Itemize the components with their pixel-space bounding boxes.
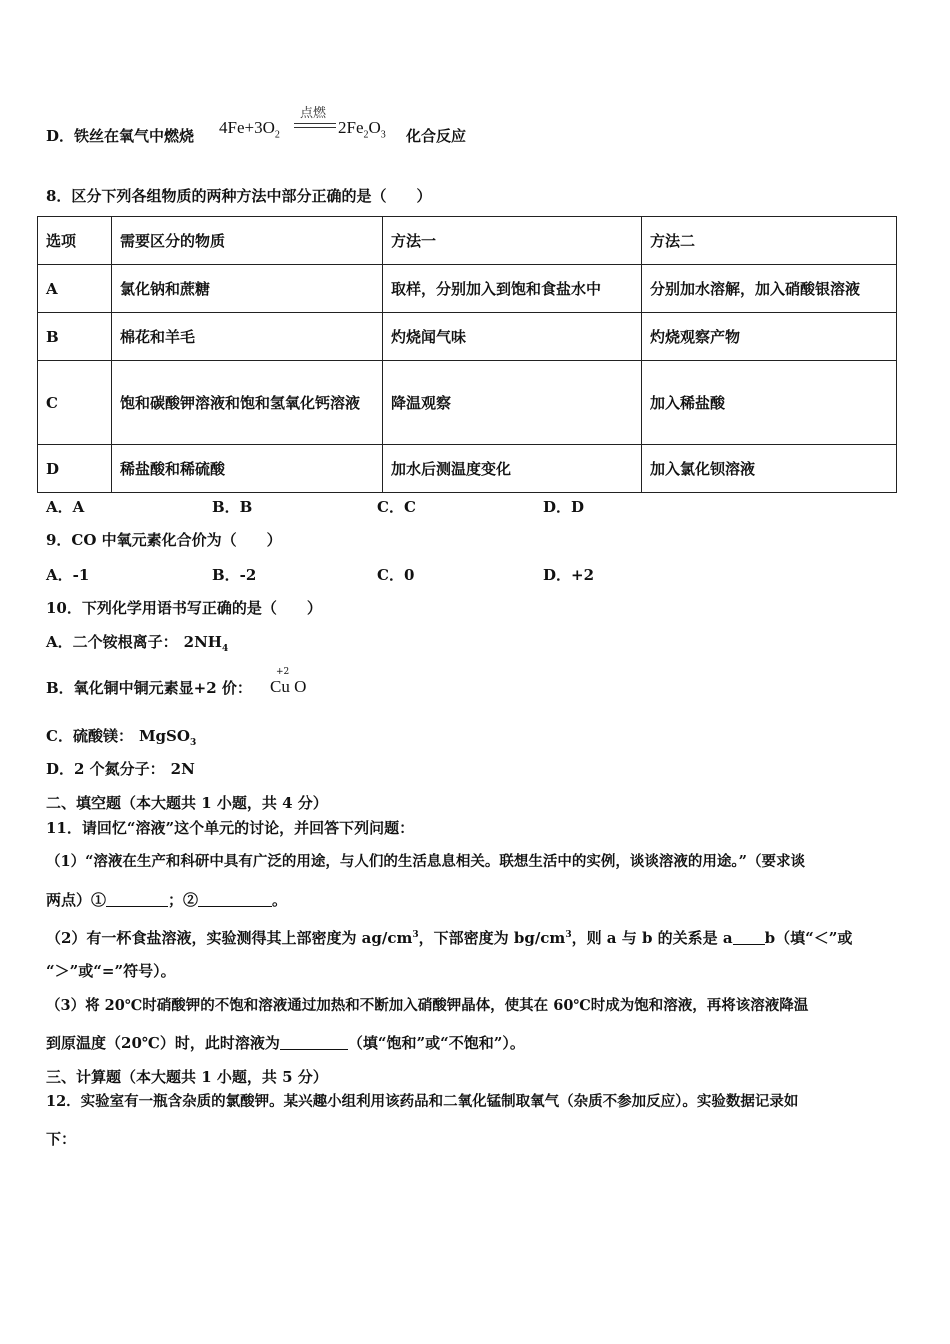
- q7d-prefix: D．铁丝在氧气中燃烧: [46, 127, 195, 145]
- answer-blank-2[interactable]: [198, 890, 272, 907]
- q11-p1-text-b: ；②: [168, 891, 199, 909]
- q11-stem: 11．请回忆“溶液”这个单元的讨论，并回答下列问题：: [46, 819, 415, 837]
- q12-line2: 下：: [46, 1130, 77, 1148]
- q11-p2-sup1: 3: [412, 930, 419, 940]
- q11-p2-text-c: ，则 a 与 b 的关系是 a: [571, 929, 733, 947]
- table-row: [38, 361, 897, 445]
- q11-p1-text-c: 。: [272, 891, 288, 909]
- table-cell: 棉花和羊毛: [112, 313, 383, 361]
- reaction-condition: 点燃: [300, 106, 327, 121]
- table-cell: B: [38, 313, 112, 361]
- q8-stem: 8．区分下列各组物质的两种方法中部分正确的是（ ）: [46, 187, 432, 205]
- q10a-text: A．二个铵根离子：: [46, 633, 178, 651]
- table-cell: 氯化钠和蔗糖: [112, 265, 383, 313]
- header-cell: 方法一: [383, 217, 642, 265]
- lhs-sub: 2: [274, 129, 280, 141]
- q10c-sub: 3: [189, 738, 197, 748]
- table-cell: 加水后测温度变化: [383, 445, 642, 493]
- q11-p2-text-b: ，下部密度为 bg/cm: [418, 929, 566, 947]
- q11-p2-line1: [46, 925, 852, 948]
- q11-p3-line2: [46, 1033, 525, 1053]
- table-cell: D: [38, 445, 112, 493]
- q8-option-b[interactable]: B．B: [212, 498, 253, 516]
- table-cell: A: [38, 265, 112, 313]
- table-cell: C: [38, 361, 112, 445]
- q9-option-a[interactable]: A．-1: [46, 566, 90, 584]
- answer-blank-3[interactable]: [733, 928, 765, 945]
- lhs-text: 4Fe+3O: [219, 118, 275, 137]
- table-cell: 灼烧观察产物: [642, 313, 897, 361]
- header-cell: 选项: [38, 217, 112, 265]
- q11-p3-text-b: （填“饱和”或“不饱和”）。: [347, 1034, 525, 1052]
- q11-p3-line1: （3）将 20℃时硝酸钾的不饱和溶液通过加热和不断加入硝酸钾晶体，使其在 60℃时成为饱和溶液，再将该溶液降温: [46, 997, 809, 1014]
- q11-p2-text-d: b（填“＜”或: [764, 929, 853, 947]
- table-cell: 灼烧闻气味: [383, 313, 642, 361]
- q11-p2-sup2: 3: [565, 930, 572, 940]
- table-cell: 饱和碳酸钾溶液和饱和氢氧化钙溶液: [112, 361, 383, 445]
- rhs-sub2: 3: [380, 129, 386, 141]
- table-header-row: [38, 217, 897, 265]
- q11-p1-line2: [46, 890, 287, 910]
- equation-bar: [294, 123, 336, 128]
- table-row: [38, 313, 897, 361]
- q8-option-a[interactable]: A．A: [46, 498, 85, 516]
- q11-p1-line1: （1）“溶液在生产和科研中具有广泛的用途，与人们的生活息息相关。联想生活中的实例，谈谈溶液的用途。”（要求谈: [46, 853, 806, 870]
- q10-option-d[interactable]: [46, 759, 195, 779]
- table-cell: 稀盐酸和稀硫酸: [112, 445, 383, 493]
- rhs-sub1: 2: [363, 129, 369, 141]
- q8-option-c[interactable]: C．C: [377, 498, 416, 516]
- q10a-formula: 2NH: [183, 633, 222, 651]
- q11-p2-line2: “＞”或“=”符号）。: [46, 962, 176, 980]
- q7-option-d: [46, 126, 194, 146]
- table-cell: 降温观察: [383, 361, 642, 445]
- header-cell: 方法二: [642, 217, 897, 265]
- answer-blank-4[interactable]: [280, 1033, 348, 1050]
- section-3-title: 三、计算题（本大题共 1 小题，共 5 分）: [46, 1068, 328, 1086]
- q7d-lhs: [219, 118, 280, 145]
- header-cell: 需要区分的物质: [112, 217, 383, 265]
- answer-blank-1[interactable]: [106, 890, 168, 907]
- q11-p1-text-a: 两点）①: [46, 891, 107, 909]
- section-2-title: 二、填空题（本大题共 1 小题，共 4 分）: [46, 794, 328, 812]
- q12-line1: 12．实验室有一瓶含杂质的氯酸钾。某兴趣小组利用该药品和二氧化锰制取氧气（杂质不参加反应）。实验数据记录如: [46, 1093, 799, 1110]
- q10d-text: D．2 个氮分子：: [46, 760, 165, 778]
- q7d-rhs: [338, 118, 386, 145]
- table-cell: 分别加水溶解，加入硝酸银溶液: [642, 265, 897, 313]
- q9-option-b[interactable]: B．-2: [212, 566, 257, 584]
- q8-option-d[interactable]: D．D: [543, 498, 585, 516]
- q10-option-b[interactable]: [46, 678, 252, 698]
- table-row: [38, 265, 897, 313]
- q9-option-d[interactable]: D．+2: [543, 566, 595, 584]
- table-cell: 加入氯化钡溶液: [642, 445, 897, 493]
- rhs-text-a: 2Fe: [338, 118, 364, 137]
- q10a-sub: 4: [221, 644, 229, 654]
- rhs-text-b: O: [368, 118, 381, 137]
- q10-option-a[interactable]: [46, 632, 228, 659]
- q9-option-c[interactable]: C．0: [377, 566, 415, 584]
- q10c-text: C．硫酸镁：: [46, 727, 133, 745]
- q9-stem: 9．CO 中氧元素化合价为（ ）: [46, 531, 282, 549]
- q10b-text: B．氧化铜中铜元素显+2 价：: [46, 679, 252, 697]
- q10-option-c[interactable]: [46, 726, 196, 753]
- q10b-formula: Cu O: [270, 677, 307, 696]
- q10-stem: 10．下列化学用语书写正确的是（ ）: [46, 599, 322, 617]
- q8-table: [37, 216, 897, 493]
- q11-p2-text-a: （2）有一杯食盐溶液，实验测得其上部密度为 ag/cm: [46, 929, 413, 947]
- q10b-charge: +2: [276, 667, 290, 677]
- q7d-suffix: 化合反应: [406, 127, 467, 145]
- table-cell: 加入稀盐酸: [642, 361, 897, 445]
- table-row: [38, 445, 897, 493]
- q10d-formula: 2N: [170, 760, 195, 778]
- q10c-formula: MgSO: [138, 727, 190, 745]
- q11-p3-text-a: 到原温度（20℃）时，此时溶液为: [46, 1034, 280, 1052]
- table-cell: 取样，分别加入到饱和食盐水中: [383, 265, 642, 313]
